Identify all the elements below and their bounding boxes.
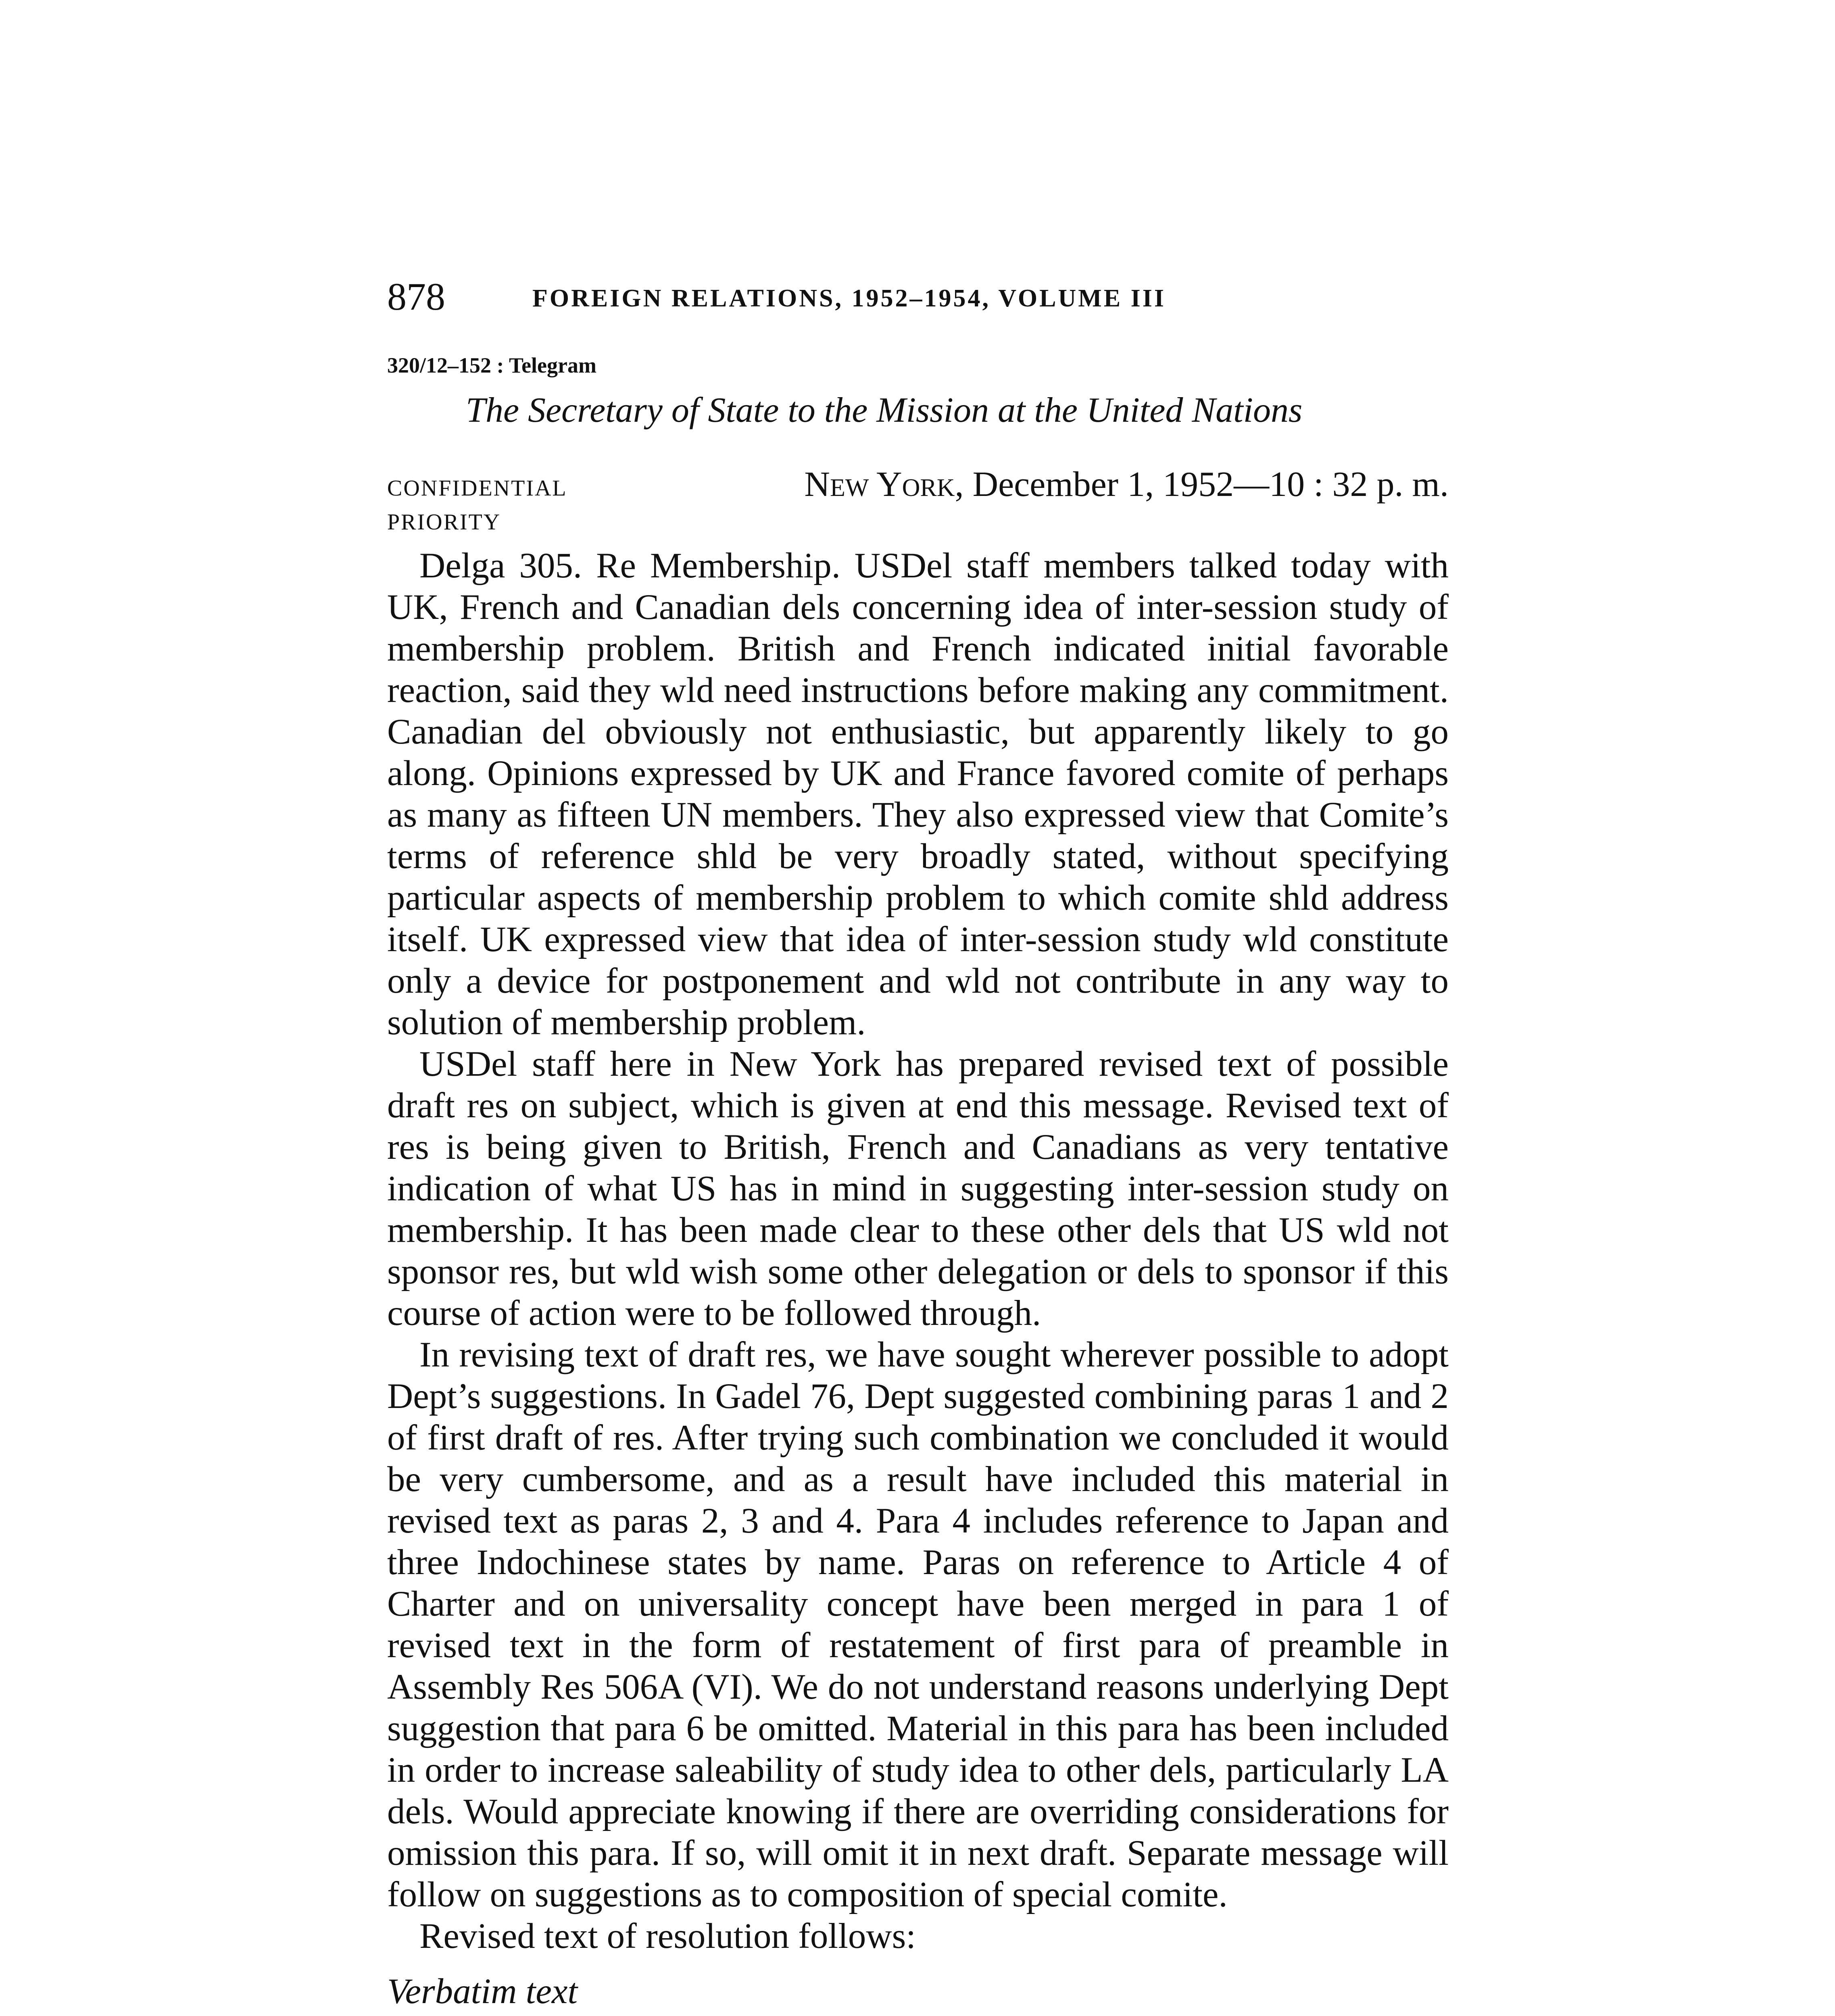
page-header <box>387 273 1476 321</box>
running-head: FOREIGN RELATIONS, 1952–1954, VOLUME III <box>532 285 1166 312</box>
body-paragraph: In revising text of draft res, we have sought wherever possible to adopt Dept’s suggestions. In Gadel 76, Dept suggested combining paras 1 and 2 of first draft of res. After trying such combination we concluded it would be very cumbersome, and as a result have included this material in revised text as paras 2, 3 and 4. Para 4 includes reference to Japan and three Indochinese states by name. Paras on reference to Article 4 of Charter and on universality concept have been merged in para 1 of revised text in the form of restatement of first para of preamble in Assembly Res 506A (VI). We do not understand reasons underlying Dept suggestion that para 6 be omitted. Material in this para has been included in order to increase saleability of study idea to other dels, particularly LA dels. Would appreciate knowing if there are overriding considerations for omission this para. If so, will omit it in next draft. Separate message will follow on suggestions as to composition of special comite. <box>387 1335 1449 1914</box>
dateline <box>804 460 1449 509</box>
priority-label: PRIORITY <box>387 510 501 535</box>
file-reference: 320/12–152 : Telegram <box>387 353 596 377</box>
classification-label: CONFIDENTIAL <box>387 476 567 501</box>
body-paragraph: USDel staff here in New York has prepared revised text of possible draft res on subject, which is given at end this message. Revised text of res is being given to British, French and Canadians as very tentative indication of what US has in mind in suggesting inter-session study on membership. It has been made clear to these other dels that US wld not sponsor res, but wld wish some other delegation or dels to sponsor if this course of action were to be followed through. <box>387 1044 1449 1333</box>
dateline-date: , December 1, 1952—10 : 32 p. m. <box>955 465 1449 504</box>
document-title: The Secretary of State to the Mission at the United Nations <box>466 391 1303 430</box>
page-number: 878 <box>387 275 445 318</box>
body-paragraph: Delga 305. Re Membership. USDel staff members talked today with UK, French and Canadian dels concerning idea of inter-session study of membership problem. British and French indicated initial favorable reaction, said they wld need instructions before making any commitment. Canadian del obviously not enthusiastic, but apparently likely to go along. Opinions expressed by UK and France favored comite of perhaps as many as fifteen UN members. They also expressed view that Comite’s terms of reference shld be very broadly stated, without specifying particular aspects of membership problem to which comite shld address itself. UK expressed view that idea of inter-session study wld constitute only a device for postponement and wld not contribute in any way to solution of membership problem. <box>387 546 1449 1042</box>
body-paragraph: Revised text of resolution follows: <box>419 1916 916 1956</box>
dateline-city: New York <box>804 465 955 504</box>
verbatim-heading: Verbatim text <box>387 1972 578 2011</box>
telegram-body <box>387 545 1449 2016</box>
